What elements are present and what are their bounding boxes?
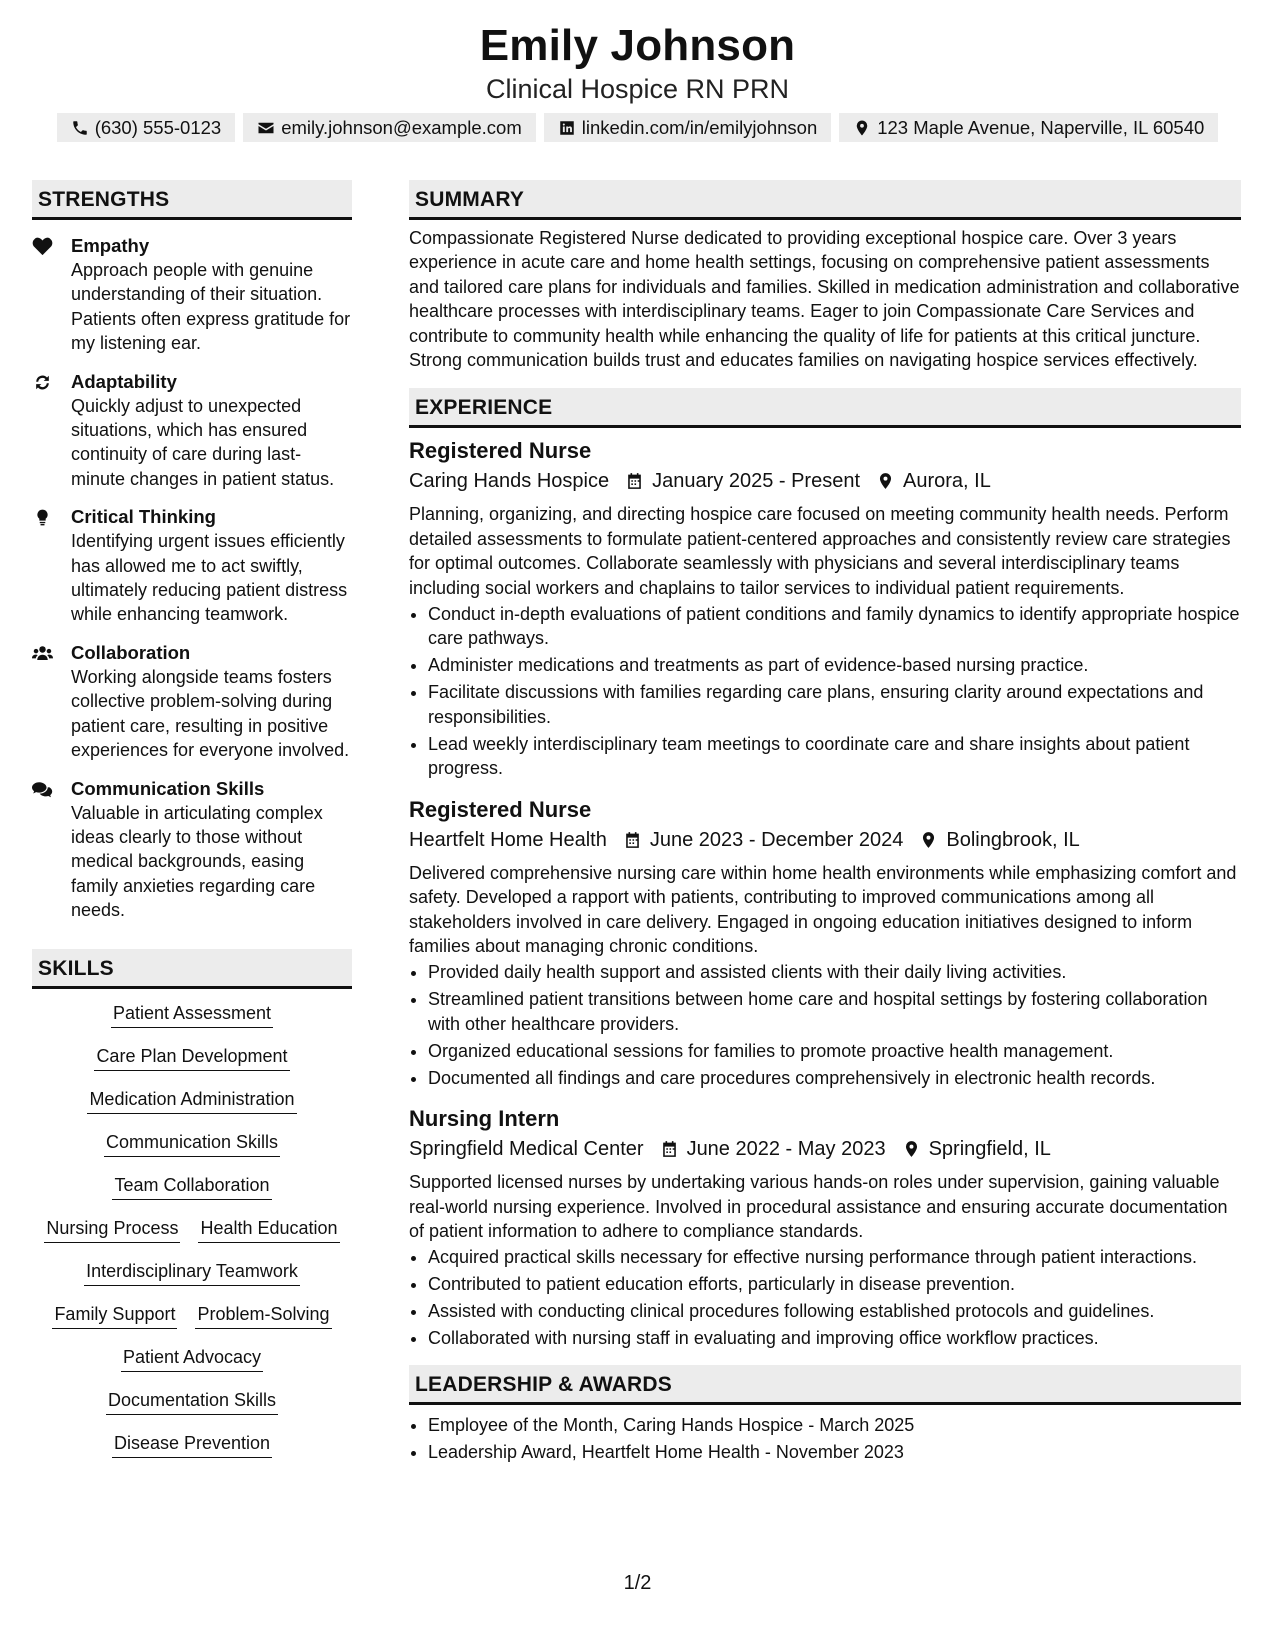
skill-tag: Patient Advocacy (121, 1345, 263, 1372)
job-bullets (409, 960, 1241, 1090)
calendar-icon (623, 830, 642, 850)
skill-tag: Nursing Process (44, 1216, 180, 1243)
job-entry (409, 1104, 1241, 1351)
strength-title: Critical Thinking (71, 506, 216, 528)
candidate-name: Emily Johnson (479, 21, 796, 70)
job-company: Springfield Medical Center (409, 1138, 644, 1161)
map-marker-icon (876, 471, 895, 491)
skill-tag: Documentation Skills (106, 1388, 278, 1415)
skill-tag: Health Education (198, 1216, 339, 1243)
map-marker-icon (919, 830, 938, 850)
job-role: Nursing Intern (409, 1106, 560, 1132)
job-entry (409, 436, 1241, 780)
job-entry (409, 795, 1241, 1090)
job-dates: June 2022 - May 2023 (686, 1138, 886, 1161)
job-bullet: • Documented all findings and care procedures comprehensively in electronic health records. (428, 1066, 1241, 1090)
right-column (409, 180, 1241, 1467)
candidate-title: Clinical Hospice RN PRN (485, 74, 790, 104)
strength-description: Approach people with genuine understanding of their situation. Patients often express gratitude for my listening ear. (71, 260, 351, 354)
envelope-icon (257, 119, 275, 137)
strength-item (32, 641, 352, 763)
strength-item (32, 777, 352, 923)
job-bullet: • Facilitate discussions with families regarding care plans, ensuring clarity around expectations and responsibilities. (428, 680, 1241, 729)
job-location: Aurora, IL (903, 470, 991, 493)
calendar-icon (660, 1139, 679, 1159)
strength-title: Collaboration (71, 641, 191, 663)
contact-email[interactable] (243, 113, 536, 142)
job-description: Supported licensed nurses by undertaking various hands-on roles under supervision, gaining valuable real-world nursing experience. Involved in procedural assistance and ensuring accurate documentation of patient information to adhere to compliance standards. (409, 1172, 1228, 1241)
job-dates: January 2025 - Present (652, 470, 861, 493)
contact-email-text: emily.johnson@example.com (281, 117, 522, 138)
strength-description: Working alongside teams fosters collective problem-solving during patient care, resulting in positive experiences for everyone involved. (71, 666, 350, 761)
contact-address (839, 113, 1218, 142)
strength-title: Adaptability (71, 370, 177, 392)
job-meta (409, 825, 1241, 855)
job-bullet: • Acquired practical skills necessary for effective nursing performance through patient interactions. (428, 1245, 1241, 1269)
contact-address-text: 123 Maple Avenue, Naperville, IL 60540 (877, 117, 1205, 138)
strength-description: Identifying urgent issues efficiently has allowed me to act swiftly, ultimately reducing patient distress while enhancing teamwork. (71, 531, 348, 625)
job-description: Delivered comprehensive nursing care within home health environments while emphasizing comfort and safety. Developed a rapport with patients, contributing to improved communications among all stakeholders involved in care delivery. Engaged in ongoing education initiatives designed to inform families about managing chronic conditions. (409, 862, 1237, 956)
refresh-icon (32, 373, 54, 393)
skill-tag: Disease Prevention (112, 1431, 272, 1458)
map-marker-icon (853, 119, 871, 137)
summary-text: Compassionate Registered Nurse dedicated to providing exceptional hospice care. Over 3 years experience in acute care and home health settings, focusing on comprehensive patient assessments and tailored care plans for individuals and families. Skilled in medication administration and collaborative healthcare processes with interdisciplinary teams. Eager to join Compassionate Care Services and contribute to community health while enhancing the quality of life for patients at this critical juncture. Strong communication builds trust and educates families on navigating hospice services effectively. (409, 228, 1240, 371)
strength-title: Communication Skills (71, 777, 265, 799)
skills-list (32, 989, 352, 1474)
skill-tag: Problem-Solving (195, 1302, 331, 1329)
contact-linkedin[interactable] (544, 113, 831, 142)
heart-icon (32, 237, 54, 257)
contact-phone-text: (630) 555-0123 (94, 117, 222, 138)
resume-header (0, 20, 1275, 106)
strength-description: Valuable in articulating complex ideas clearly to those without medical backgrounds, easing family anxieties regarding care needs. (71, 802, 323, 921)
skill-tag: Team Collaboration (112, 1173, 271, 1200)
job-meta (409, 1134, 1241, 1164)
job-role: Registered Nurse (409, 796, 592, 822)
skill-tag: Patient Assessment (111, 1001, 273, 1028)
summary-heading: SUMMARY (409, 180, 1241, 220)
job-dates: June 2023 - December 2024 (649, 828, 904, 851)
left-column (32, 180, 352, 1474)
job-bullet: • Organized educational sessions for families to promote proactive health management. (428, 1039, 1241, 1063)
calendar-icon (625, 471, 644, 491)
job-bullet: • Collaborated with nursing staff in evaluating and improving office workflow practices. (428, 1326, 1241, 1350)
awards-section (409, 1365, 1241, 1464)
lightbulb-icon (32, 508, 54, 528)
skills-section (32, 949, 352, 1474)
job-bullets (409, 1245, 1241, 1350)
contact-linkedin-text: linkedin.com/in/emilyjohnson (581, 117, 818, 138)
strengths-heading: STRENGTHS (32, 180, 352, 220)
job-company: Caring Hands Hospice (409, 470, 610, 493)
job-location: Springfield, IL (928, 1138, 1051, 1161)
job-bullet: • Conduct in-depth evaluations of patient conditions and family dynamics to identify appropriate hospice care pathways. (428, 602, 1241, 651)
awards-list (409, 1413, 1241, 1464)
page-number: 1/2 (623, 1572, 652, 1594)
award-item: • Employee of the Month, Caring Hands Hospice - March 2025 (428, 1413, 1241, 1437)
job-bullet: • Lead weekly interdisciplinary team meetings to coordinate care and share insights about patient progress. (428, 732, 1241, 781)
strength-item (32, 370, 352, 492)
job-company: Heartfelt Home Health (409, 828, 607, 851)
job-description: Planning, organizing, and directing hospice care focused on meeting community health needs. Perform detailed assessments to formulate patient-centered approaches and consistently review care strategies for optimal outcomes. Collaborate seamlessly with physicians and several interdisciplinary teams including social workers and chaplains to tailor services to individual patient requirements. (409, 504, 1231, 598)
linkedin-icon (558, 119, 576, 137)
job-bullet: • Administer medications and treatments as part of evidence-based nursing practice. (428, 653, 1241, 677)
skill-tag: Family Support (52, 1302, 177, 1329)
job-location: Bolingbrook, IL (946, 828, 1080, 851)
job-role: Registered Nurse (409, 438, 592, 464)
skill-tag: Communication Skills (104, 1130, 280, 1157)
award-item: • Leadership Award, Heartfelt Home Health - November 2023 (428, 1440, 1241, 1464)
map-marker-icon (902, 1139, 921, 1159)
skill-tag: Medication Administration (87, 1087, 296, 1114)
strength-title: Empathy (71, 235, 150, 256)
job-bullets (409, 602, 1241, 781)
skills-heading: SKILLS (32, 949, 352, 989)
job-meta (409, 466, 1241, 496)
job-bullet: • Contributed to patient education efforts, particularly in disease prevention. (428, 1272, 1241, 1296)
contact-bar (0, 113, 1275, 142)
job-bullet: • Assisted with conducting clinical procedures following established protocols and guidelines. (428, 1299, 1241, 1323)
job-bullet: • Provided daily health support and assisted clients with their daily living activities. (428, 960, 1241, 984)
awards-heading: LEADERSHIP & AWARDS (409, 1365, 1241, 1405)
job-bullet: • Streamlined patient transitions between home care and hospital settings by fostering collaboration with other healthcare providers. (428, 987, 1241, 1036)
skill-tag: Interdisciplinary Teamwork (84, 1259, 300, 1286)
strength-description: Quickly adjust to unexpected situations, which has ensured continuity of care during last-minute changes in patient status. (71, 395, 335, 489)
experience-heading: EXPERIENCE (409, 388, 1241, 428)
users-icon (32, 644, 54, 664)
contact-phone[interactable] (57, 113, 236, 142)
comments-icon (32, 780, 54, 800)
strength-item (32, 505, 352, 627)
skill-tag: Care Plan Development (94, 1044, 289, 1071)
experience-section (409, 388, 1241, 1350)
phone-icon (71, 119, 89, 137)
strength-item (32, 234, 352, 356)
